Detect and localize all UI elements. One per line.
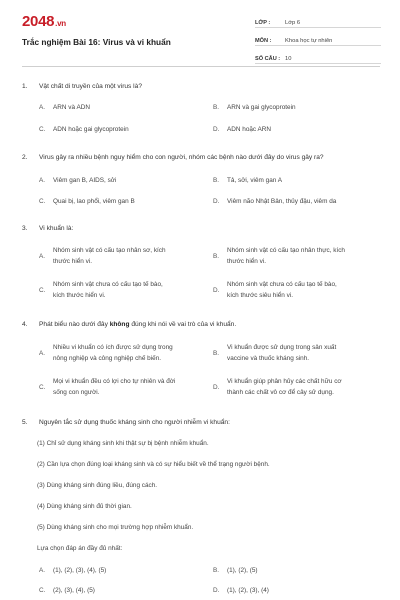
option-letter: A. bbox=[39, 350, 46, 357]
question-number: 3. bbox=[22, 225, 28, 232]
q4-option-a[interactable] bbox=[39, 343, 209, 365]
question-text: Virus gây ra nhiều bệnh nguy hiểm cho con người, nhóm các bệnh nào dưới đây do virus gây ra? bbox=[39, 154, 324, 161]
question-text: Nguyên tắc sử dụng thuốc kháng sinh cho người nhiễm vi khuẩn: bbox=[39, 419, 230, 426]
option-letter: C. bbox=[39, 198, 46, 205]
document-meta bbox=[255, 13, 381, 67]
option-text: ADN hoặc ARN bbox=[227, 126, 272, 133]
option-letter: B. bbox=[213, 104, 220, 111]
question-number: 1. bbox=[22, 83, 28, 90]
option-text: Viêm gan B, AIDS, sởi bbox=[53, 177, 117, 184]
site-logo[interactable] bbox=[22, 13, 66, 30]
q3-option-b[interactable] bbox=[213, 246, 383, 268]
q3-option-d[interactable] bbox=[213, 280, 383, 302]
question-2-stem bbox=[22, 153, 382, 162]
option-text: (1), (2), (3), (4) bbox=[227, 587, 269, 594]
document-title: Trắc nghiệm Bài 16: Virus và vi khuẩn bbox=[22, 37, 171, 47]
q3-option-a[interactable] bbox=[39, 246, 209, 268]
option-letter: A. bbox=[39, 104, 46, 111]
logo-suffix: .vn bbox=[55, 19, 66, 28]
option-letter: D. bbox=[213, 384, 220, 391]
option-text-line-1: Nhóm sinh vật chưa có cấu tạo tế bào, bbox=[227, 281, 337, 288]
meta-value: 10 bbox=[285, 56, 292, 62]
option-text-line-1: Nhiều vi khuẩn có ích được sử dụng trong bbox=[53, 344, 173, 351]
meta-value: Khoa học tự nhiên bbox=[285, 38, 333, 44]
option-text: Viêm não Nhật Bản, thủy đậu, viêm da bbox=[227, 198, 337, 205]
option-text-line-2: kích thước siêu hiển vi. bbox=[227, 292, 294, 299]
question-4-stem bbox=[22, 320, 382, 329]
question-number: 5. bbox=[22, 419, 28, 426]
option-letter: A. bbox=[39, 567, 46, 574]
meta-key: SỐ CÂU : bbox=[255, 56, 281, 62]
option-text-line-2: kích thước hiển vi. bbox=[53, 292, 106, 299]
option-letter: B. bbox=[213, 253, 220, 260]
statement-2: (2) Cần lựa chọn đúng loại kháng sinh và có sự hiểu biết về thể trạng người bệnh. bbox=[37, 461, 270, 468]
q4-option-d[interactable] bbox=[213, 377, 383, 399]
option-letter: D. bbox=[213, 287, 220, 294]
page-header bbox=[0, 0, 400, 66]
q3-option-c[interactable] bbox=[39, 280, 209, 302]
question-text-after: đúng khi nói về vai trò của vi khuẩn. bbox=[129, 321, 237, 328]
question-text: Vi khuẩn là: bbox=[39, 225, 74, 232]
option-letter: B. bbox=[213, 350, 220, 357]
question-text-emphasis: không bbox=[109, 321, 130, 328]
option-letter: B. bbox=[213, 567, 220, 574]
option-text-line-2: thành các chất vô cơ để cây sử dụng. bbox=[227, 389, 334, 396]
option-letter: B. bbox=[213, 177, 220, 184]
option-letter: A. bbox=[39, 177, 46, 184]
option-text-line-1: Nhóm sinh vật chưa có cấu tạo tế bào, bbox=[53, 281, 163, 288]
option-letter: D. bbox=[213, 198, 220, 205]
option-text-line-1: Mọi vi khuẩn đều có lợi cho tự nhiên và đời bbox=[53, 378, 176, 385]
question-text-before: Phát biểu nào dưới đây bbox=[39, 321, 110, 328]
option-text-line-1: Vi khuẩn được sử dụng trong sản xuất bbox=[227, 344, 337, 351]
option-text-line-2: thước hiển vi. bbox=[53, 258, 93, 265]
option-letter: D. bbox=[213, 587, 220, 594]
meta-row-subject bbox=[255, 31, 381, 46]
statement-4: (4) Dùng kháng sinh đủ thời gian. bbox=[37, 503, 132, 510]
option-letter: A. bbox=[39, 253, 46, 260]
answer-prompt: Lựa chọn đáp án đầy đủ nhất: bbox=[37, 545, 123, 552]
option-text-line-1: Nhóm sinh vật có cấu tạo nhân sơ, kích bbox=[53, 247, 166, 254]
statement-1: (1) Chỉ sử dụng kháng sinh khi thật sự bị bệnh nhiễm khuẩn. bbox=[37, 440, 209, 447]
question-number: 4. bbox=[22, 321, 28, 328]
meta-row-count bbox=[255, 49, 381, 64]
option-text: ADN hoặc gai glycoprotein bbox=[53, 126, 129, 133]
option-letter: C. bbox=[39, 384, 46, 391]
option-text-line-2: vaccine và thuốc kháng sinh. bbox=[227, 355, 310, 362]
option-text-line-2: thước hiển vi. bbox=[227, 258, 267, 265]
meta-value: Lớp 6 bbox=[285, 20, 301, 26]
question-5-stem bbox=[22, 418, 382, 427]
option-text: (2), (3), (4), (5) bbox=[53, 587, 95, 594]
meta-key: LỚP : bbox=[255, 20, 271, 26]
meta-row-class bbox=[255, 13, 381, 28]
option-text-line-1: Vi khuẩn giúp phân hủy các chất hữu cơ bbox=[227, 378, 342, 385]
meta-key: MÔN : bbox=[255, 38, 272, 44]
option-letter: D. bbox=[213, 126, 220, 133]
option-text: ARN và gai glycoprotein bbox=[227, 104, 296, 111]
option-text: Tả, sởi, viêm gan A bbox=[227, 177, 282, 184]
option-text: (1), (2), (3), (4), (5) bbox=[53, 567, 107, 574]
logo-main: 2048 bbox=[22, 13, 55, 30]
option-text-line-2: sống con người. bbox=[53, 389, 100, 396]
option-text-line-2: nông nghiệp và công nghiệp chế biến. bbox=[53, 355, 162, 362]
statement-5: (5) Dùng kháng sinh cho mọi trường hợp nhiễm khuẩn. bbox=[37, 524, 194, 531]
option-letter: C. bbox=[39, 287, 46, 294]
header-divider bbox=[22, 66, 380, 67]
option-text: (1), (2), (5) bbox=[227, 567, 258, 574]
q4-option-b[interactable] bbox=[213, 343, 383, 365]
option-letter: C. bbox=[39, 587, 46, 594]
option-text-line-1: Nhóm sinh vật có cấu tạo nhân thực, kích bbox=[227, 247, 345, 254]
question-1-stem bbox=[22, 82, 382, 91]
option-text: Quai bị, lao phổi, viêm gan B bbox=[53, 198, 135, 205]
option-text: ARN và ADN bbox=[53, 104, 90, 111]
option-letter: C. bbox=[39, 126, 46, 133]
question-number: 2. bbox=[22, 154, 28, 161]
q4-option-c[interactable] bbox=[39, 377, 209, 399]
question-text: Vật chất di truyền của một virus là? bbox=[39, 83, 142, 90]
statement-3: (3) Dùng kháng sinh đúng liều, đúng cách. bbox=[37, 482, 158, 489]
question-3-stem bbox=[22, 224, 382, 233]
